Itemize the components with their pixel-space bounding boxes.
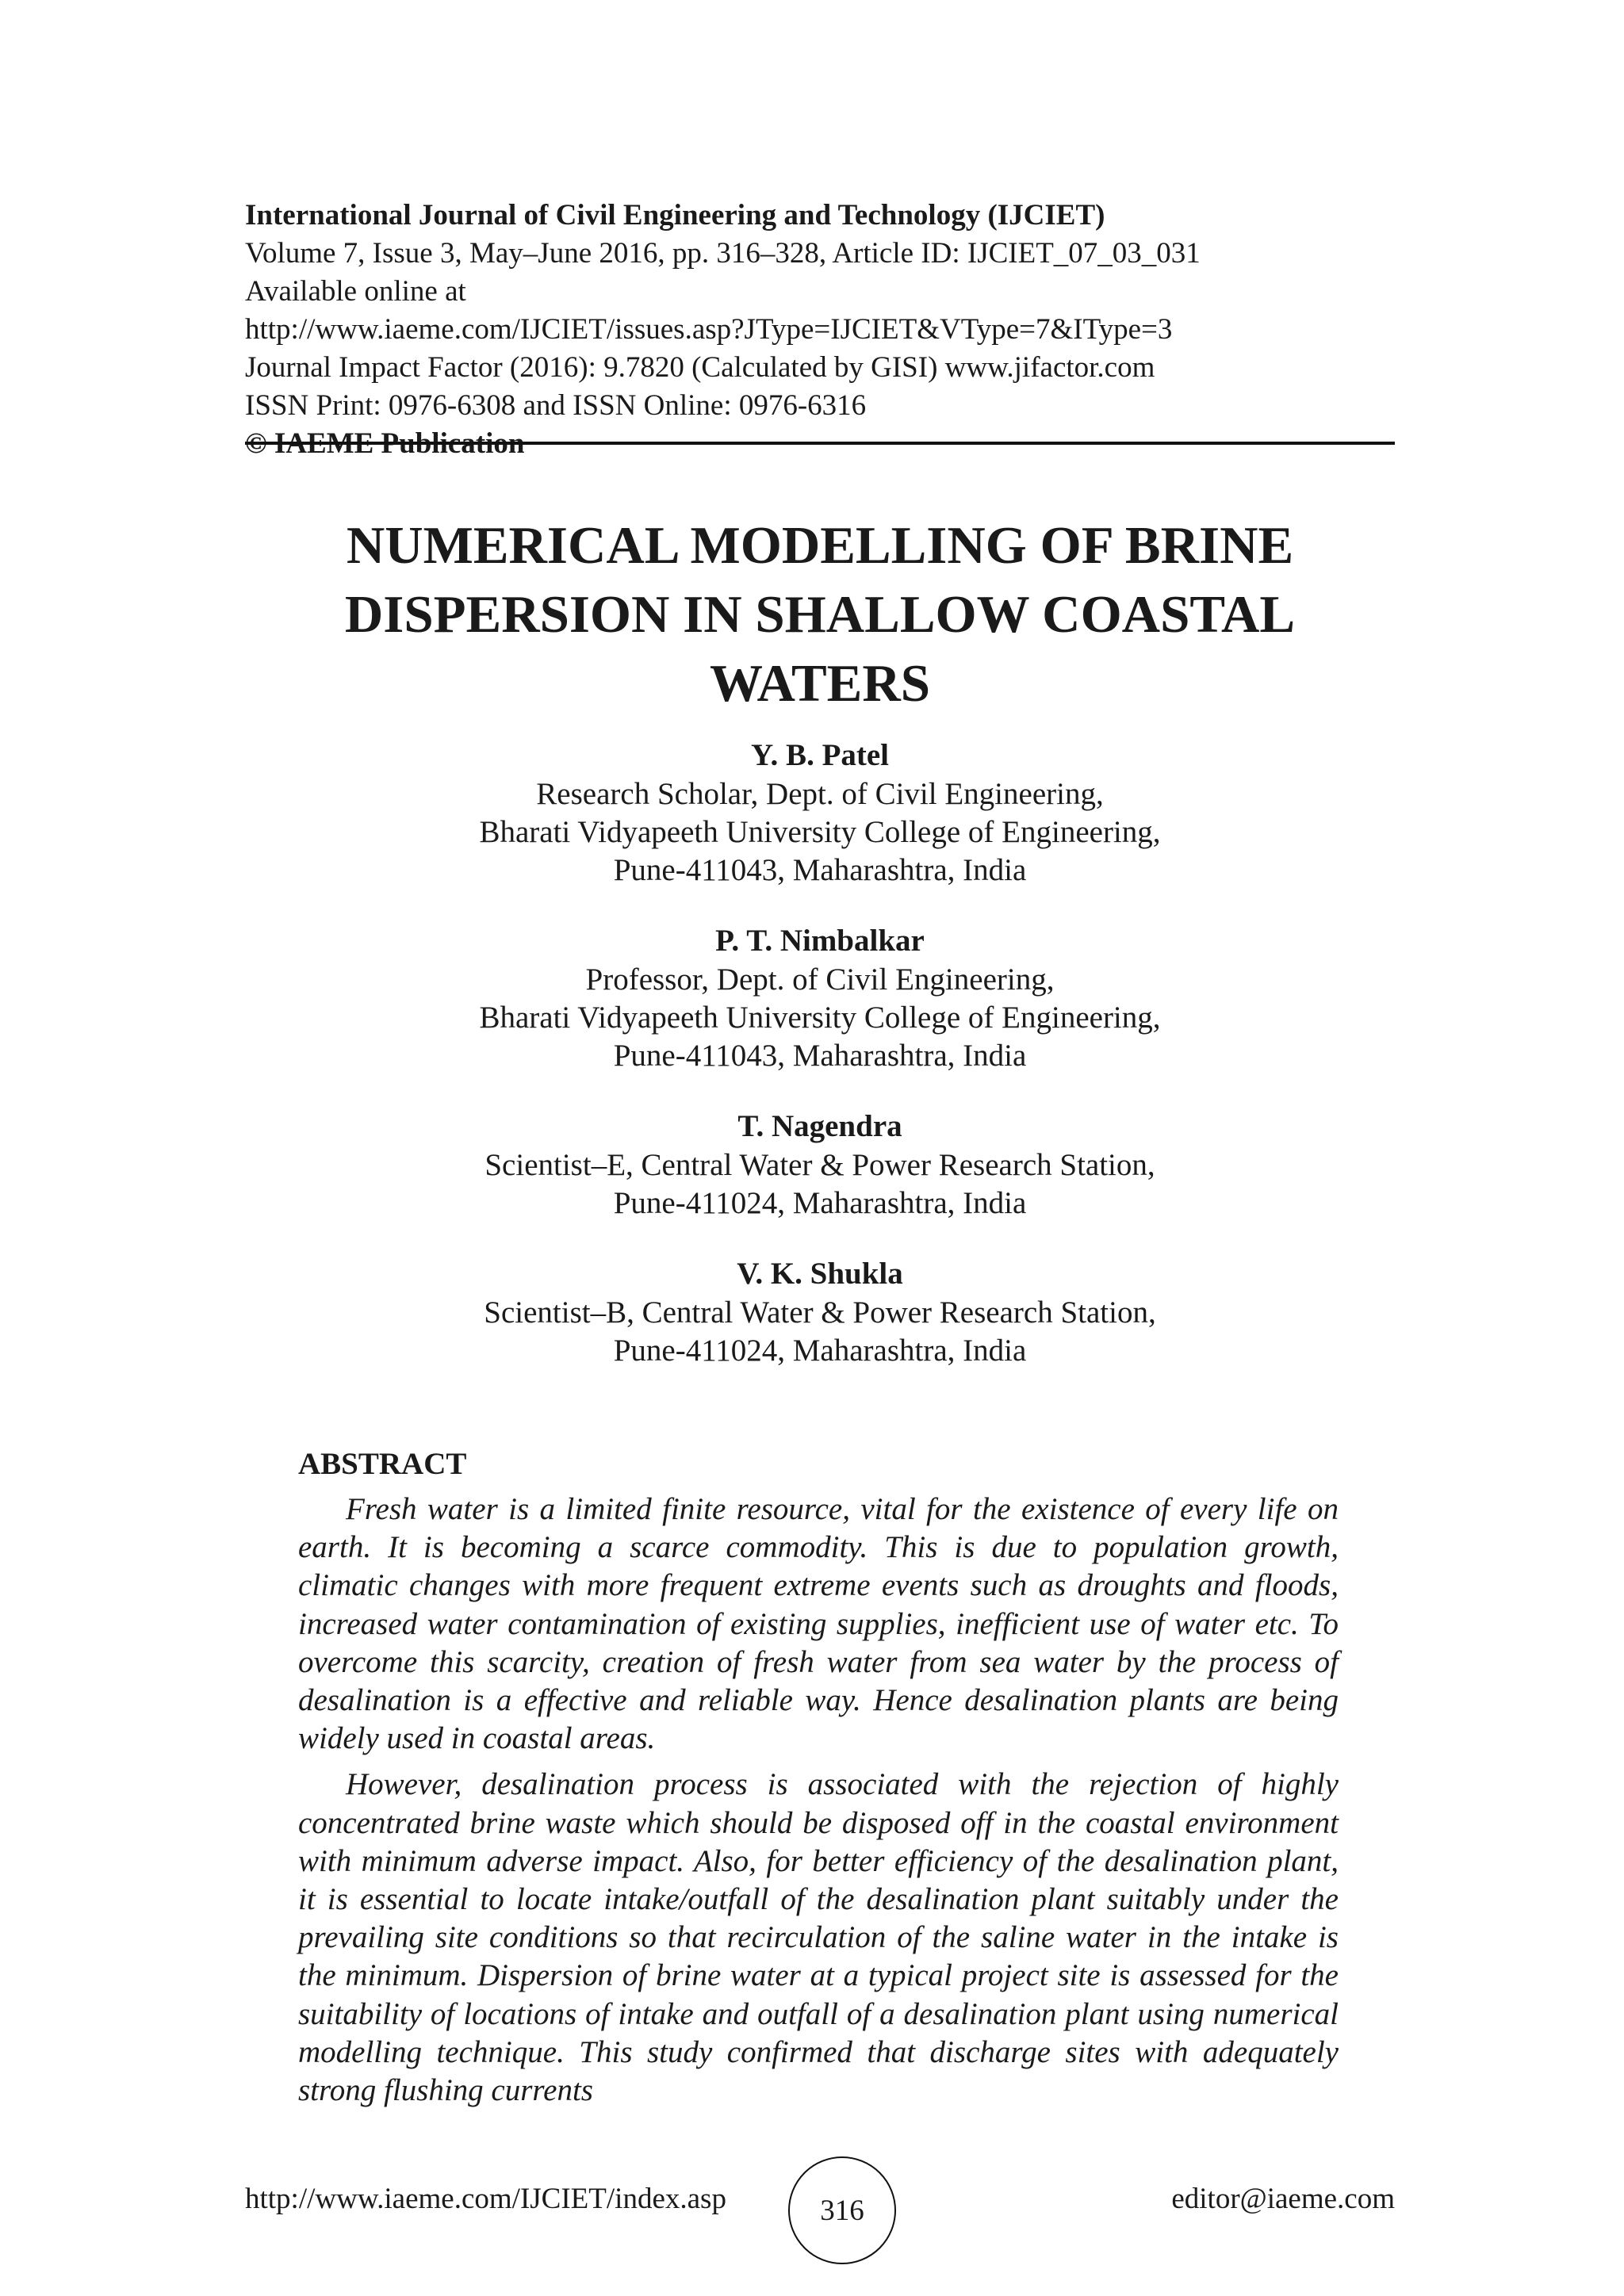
paper-title — [245, 511, 1395, 718]
abstract-paragraph: However, desalination process is associated with the rejection of highly concentrated brine waste which should be disposed off in the coastal environment with minimum adverse impact. Also, for better efficiency of the desalination plant, it is essential to locate intake/outfall of the desalination plant suitably under the prevailing site conditions so that recirculation of the saline water in the intake is the minimum. Dispersion of brine water at a typical project site is assessed for the suitability of locations of intake and outfall of a desalination plant using numerical modelling technique. This study confirmed that discharge sites with adequately strong flushing currents — [298, 1767, 1339, 2108]
author-affiliation-line: Bharati Vidyapeeth University College of Engineering, — [479, 1001, 1161, 1035]
journal-name: International Journal of Civil Engineering and Technology (IJCIET) — [245, 199, 1105, 232]
title-line-3: WATERS — [709, 654, 930, 713]
publisher: © IAEME Publication — [245, 427, 525, 460]
author-affiliation-line: Scientist–E, Central Water & Power Research Station, — [485, 1148, 1155, 1182]
author-affiliation-line: Pune-411024, Maharashtra, India — [613, 1186, 1027, 1220]
author-name: P. T. Nimbalkar — [715, 924, 925, 958]
author-block — [245, 1254, 1395, 1370]
issue-url-link[interactable]: http://www.iaeme.com/IJCIET/issues.asp?JType=IJCIET&VType=7&IType=3 — [245, 313, 1173, 346]
page-number-circle — [788, 2156, 896, 2264]
author-affiliation-line: Bharati Vidyapeeth University College of Engineering, — [479, 815, 1161, 849]
abstract-heading: ABSTRACT — [298, 1447, 467, 1481]
journal-header — [245, 197, 1395, 463]
author-affiliation-line: Professor, Dept. of Civil Engineering, — [585, 962, 1055, 997]
issn-info: ISSN Print: 0976-6308 and ISSN Online: 0976-6316 — [245, 389, 867, 422]
author-affiliation-line: Pune-411043, Maharashtra, India — [613, 1039, 1027, 1073]
title-line-1: NUMERICAL MODELLING OF BRINE — [346, 516, 1294, 575]
page-footer — [245, 2156, 1395, 2252]
author-block — [245, 1107, 1395, 1223]
author-name: Y. B. Patel — [750, 738, 890, 772]
impact-factor: Journal Impact Factor (2016): 9.7820 (Calculated by GISI) www.jifactor.com — [245, 351, 1155, 384]
abstract-paragraph: Fresh water is a limited finite resource, vital for the existence of every life on earth. It is becoming a scarce commodity. This is due to population growth, climatic changes with more frequent extreme events such as droughts and floods, increased water contamination of existing supplies, inefficient use of water etc. To overcome this scarcity, creation of fresh water from sea water by the process of desalination is a effective and reliable way. Hence desalination plants are being widely used in coastal areas. — [298, 1492, 1339, 1756]
abstract-section — [298, 1445, 1339, 2118]
page-number: 316 — [820, 2194, 864, 2227]
author-block — [245, 921, 1395, 1075]
footer-url-link[interactable]: http://www.iaeme.com/IJCIET/index.asp — [245, 2183, 726, 2215]
footer-email-link[interactable]: editor@iaeme.com — [1171, 2183, 1395, 2215]
volume-info: Volume 7, Issue 3, May–June 2016, pp. 316–328, Article ID: IJCIET_07_03_031 — [245, 237, 1201, 270]
author-block — [245, 736, 1395, 890]
author-affiliation-line: Research Scholar, Dept. of Civil Engineering, — [536, 777, 1104, 811]
author-affiliation-line: Scientist–B, Central Water & Power Research Station, — [484, 1295, 1156, 1330]
author-list — [245, 736, 1395, 1402]
author-affiliation-line: Pune-411024, Maharashtra, India — [613, 1334, 1027, 1368]
author-name: T. Nagendra — [737, 1109, 902, 1143]
available-online-label: Available online at — [245, 275, 466, 308]
author-affiliation-line: Pune-411043, Maharashtra, India — [613, 853, 1027, 887]
title-line-2: DISPERSION IN SHALLOW COASTAL — [344, 585, 1296, 644]
author-name: V. K. Shukla — [737, 1257, 903, 1291]
header-divider — [245, 442, 1395, 445]
